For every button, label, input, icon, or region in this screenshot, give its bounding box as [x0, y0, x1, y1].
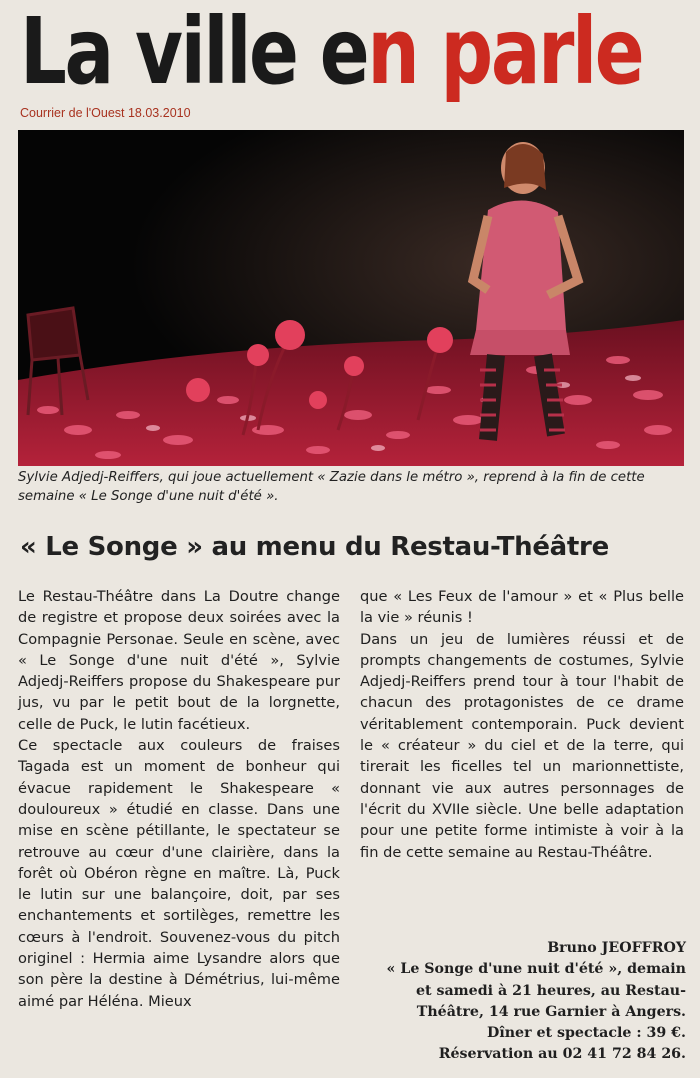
paragraph: Ce spectacle aux couleurs de fraises Tagada est un moment de bonheur qui évacue rapidement le Shakespeare « douloureux » étudié en classe. Dans une mise en scène pétillante, le spectateur se retrouve au cœur d'une clairière, dans la forêt où Obéron règne en maître. Là, Puck le lutin sur une balançoire, doit, par ses enchantements et sortilèges, remettre les cœurs à l'endroit. Souvenez-vous du pitch originel : Hermia aime Lysandre alors que son père la destine à Démétrius, lui-même aimé par Héléna. Mieux — [18, 737, 340, 1010]
photo-caption: Sylvie Adjedj-Reiffers, qui joue actuellement « Zazie dans le métro », reprend à la fin de cette semaine « Le Songe d'une nuit d'été ». — [18, 470, 645, 504]
masthead-part-1: La ville e — [20, 0, 368, 105]
paragraph: que « Les Feux de l'amour » et « Plus belle la vie » réunis ! — [360, 588, 684, 627]
show-info-line: « Le Songe d'une nuit d'été », demain — [386, 961, 686, 978]
stage-photo — [18, 130, 684, 466]
author-name: Bruno JEOFFROY — [547, 940, 686, 956]
paragraph: Le Restau-Théâtre dans La Doutre change de registre et propose deux soirées avec la Compagnie Personae. Seule en scène, avec « Le Songe d'une nuit d'été », Sylvie Adjedj-Reiffers propose du Shakespeare pur jus, vu par le petit bout de la lorgnette, celle de Puck, le lutin facétieux. — [18, 588, 340, 733]
masthead-title — [20, 0, 643, 105]
stage-photo-illustration — [18, 130, 684, 466]
article-column-right — [360, 586, 684, 863]
article-headline: « Le Songe » au menu du Restau-Théâtre — [20, 532, 609, 562]
source-line: Courrier de l'Ouest 18.03.2010 — [20, 106, 191, 120]
reservation-line: Réservation au 02 41 72 84 26. — [438, 1046, 686, 1063]
article-footer — [360, 938, 686, 1066]
show-info-line: et samedi à 21 heures, au Restau- — [415, 982, 686, 999]
show-info-line: Théâtre, 14 rue Garnier à Angers. — [416, 1003, 686, 1020]
paragraph: Dans un jeu de lumières réussi et de prompts changements de costumes, Sylvie Adjedj-Reiffers prend tour à tour l'habit de chacun des protagonistes de ce drame véritablement contemporain. Puck devient le « créateur » du ciel et de la terre, qui tirerait les ficelles tel un marionnettiste, donnant vie aux autres personnages de l'écrit du XVIIe siècle. Une belle adaptation pour une petite forme intimiste à voir à la fin de cette semaine au Restau-Théâtre. — [360, 630, 684, 861]
article-column-left — [18, 586, 340, 1012]
masthead-part-2: n parle — [367, 0, 643, 105]
price-line: Dîner et spectacle : 39 €. — [487, 1025, 686, 1042]
